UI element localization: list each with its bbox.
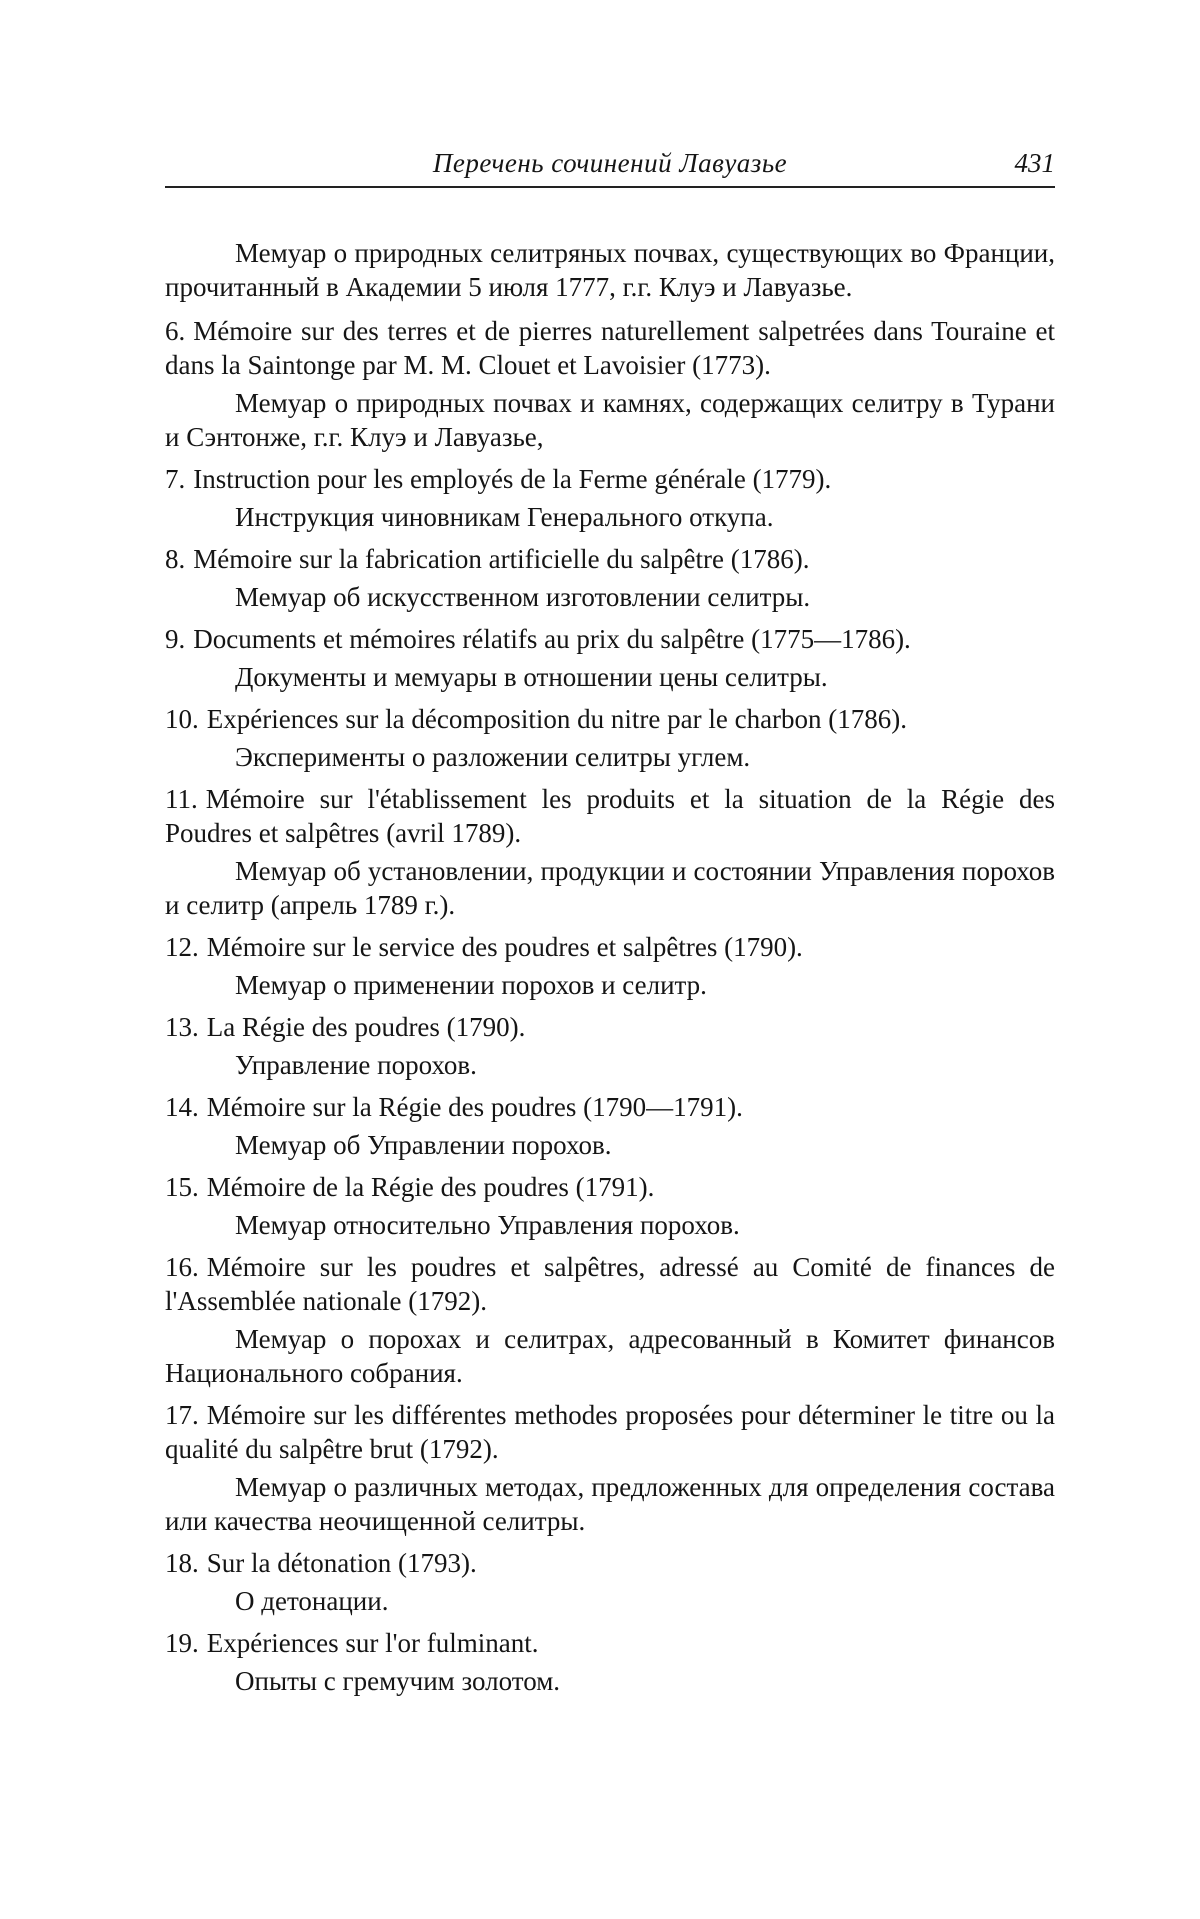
entry-number: 9. [165, 624, 186, 654]
entry-title-fr: Mémoire de la Régie des poudres (1791). [206, 1172, 655, 1202]
entry-number: 8. [165, 544, 186, 574]
entry-translation-ru: Эксперименты о разложении селитры углем. [235, 742, 751, 772]
entry-number: 11. [165, 784, 198, 814]
entry-title-fr: Mémoire sur des terres et de pierres naturellement salpetrées dans Touraine et dans la Saintonge par M. M. Clouet et Lavoisier (1773). [165, 316, 1055, 380]
entry-title-fr: La Régie des poudres (1790). [206, 1012, 526, 1042]
entry-number: 19. [165, 1628, 199, 1658]
header-rule [165, 186, 1055, 188]
entry-number: 14. [165, 1092, 199, 1122]
entry [165, 314, 1055, 454]
entry-number: 18. [165, 1548, 199, 1578]
entry-translation-ru: Мемуар о применении порохов и селитр. [235, 970, 707, 1000]
intro-translation: Мемуар о природных селитряных почвах, существующих во Франции, прочитанный в Академии 5 июля 1777, г.г. Клуэ и Лавуазье. [165, 238, 1055, 302]
entry [165, 1250, 1055, 1390]
entry-translation-ru: Мемуар об Управлении порохов. [235, 1130, 612, 1160]
entry-translation-ru: Опыты с гремучим золотом. [235, 1666, 561, 1696]
entry-number: 16. [165, 1252, 199, 1282]
entry [165, 542, 1055, 614]
entry [165, 1010, 1055, 1082]
entry-translation-ru: Мемуар об искусственном изготовлении селитры. [235, 582, 811, 612]
entry-title-fr: Sur la détonation (1793). [206, 1548, 477, 1578]
entry-number: 17. [165, 1400, 199, 1430]
entry [165, 930, 1055, 1002]
entry-title-fr: Instruction pour les employés de la Ferme générale (1779). [193, 464, 832, 494]
entry [165, 622, 1055, 694]
entry-translation-ru: Мемуар о природных почвах и камнях, содержащих селитру в Турани и Сэнтонже, г.г. Клуэ и Лавуазье, [165, 388, 1055, 452]
entry-title-fr: Mémoire sur la Régie des poudres (1790—1791). [206, 1092, 743, 1122]
entry [165, 702, 1055, 774]
entry-translation-ru: Мемуар относительно Управления порохов. [235, 1210, 740, 1240]
entry-title-fr: Mémoire sur l'établissement les produits et la situation de la Régie des Poudres et salpêtres (avril 1789). [165, 784, 1055, 848]
entry-title-fr: Mémoire sur le service des poudres et salpêtres (1790). [206, 932, 803, 962]
entry-number: 10. [165, 704, 199, 734]
entry-translation-ru: Мемуар об установлении, продукции и состоянии Управления порохов и селитр (апрель 1789 г.). [165, 856, 1055, 920]
entry-translation-ru: Документы и мемуары в отношении цены селитры. [235, 662, 828, 692]
entry-translation-ru: Инструкция чиновникам Генерального откупа. [235, 502, 774, 532]
entry-title-fr: Expériences sur la décomposition du nitre par le charbon (1786). [206, 704, 908, 734]
entry-title-fr: Mémoire sur les poudres et salpêtres, adressé au Comité de finances de l'Assemblée nationale (1792). [165, 1252, 1055, 1316]
bibliography-list [165, 236, 1055, 1706]
entry-translation-ru: О детонации. [235, 1586, 389, 1616]
entry [165, 782, 1055, 922]
entry-title-fr: Expériences sur l'or fulminant. [206, 1628, 539, 1658]
entry [165, 1398, 1055, 1538]
entry [165, 1626, 1055, 1698]
page-header [165, 148, 1055, 188]
entry-title-fr: Mémoire sur les différentes methodes proposées pour déterminer le titre ou la qualité du salpêtre brut (1792). [165, 1400, 1055, 1464]
entry [165, 462, 1055, 534]
entry-translation-ru: Мемуар о различных методах, предложенных для определения состава или качества неочищенной селитры. [165, 1472, 1055, 1536]
entry-title-fr: Mémoire sur la fabrication artificielle du salpêtre (1786). [193, 544, 810, 574]
entry [165, 1546, 1055, 1618]
entry-translation-ru: Управление порохов. [235, 1050, 477, 1080]
entry-number: 15. [165, 1172, 199, 1202]
entry-translation-ru: Мемуар о порохах и селитрах, адресованный в Комитет финансов Национального собрания. [165, 1324, 1055, 1388]
entry [165, 1170, 1055, 1242]
entry-number: 13. [165, 1012, 199, 1042]
running-title: Перечень сочинений Лавуазье [432, 148, 788, 178]
entry-title-fr: Documents et mémoires rélatifs au prix du salpêtre (1775—1786). [193, 624, 911, 654]
entry-number: 7. [165, 464, 186, 494]
page-number: 431 [1014, 148, 1055, 178]
entry-number: 6. [165, 316, 186, 346]
entry [165, 1090, 1055, 1162]
entry-number: 12. [165, 932, 199, 962]
